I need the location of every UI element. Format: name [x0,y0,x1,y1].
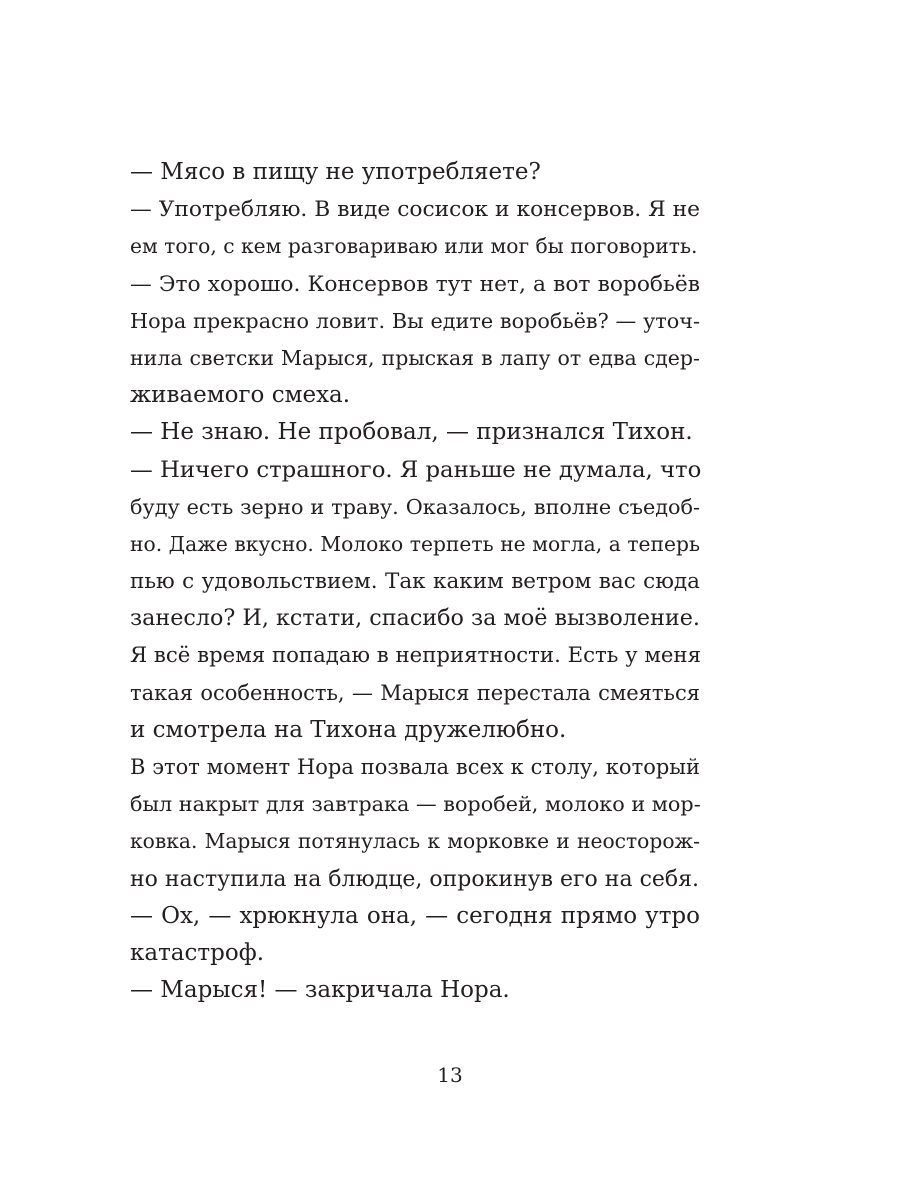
text-line: пью с удовольствием. Так каким ветром вас сюда [130,569,700,595]
text-line: Я всё время попадаю в неприятности. Есть у меня [130,643,702,669]
text-line: — Ничего страшного. Я раньше не думала, что [130,456,702,483]
text-line: — Мясо в пищу не употребляете? [130,159,541,185]
text-line: ковка. Марыся потянулась к морковке и неосторож- [130,829,700,854]
text-line: Нора прекрасно ловит. Вы едите воробьёв? — уточ- [130,308,700,333]
body-text [130,154,700,1009]
text-line: и смотрела на Тихона дружелюбно. [130,716,567,743]
text-line: но наступила на блюдце, опрокинув его на себя. [130,866,700,892]
text-line: — Употребляю. В виде сосисок и консервов. Я не [130,197,700,223]
text-line: ем того, с кем разговариваю или мог бы поговорить. [130,234,698,259]
text-line: — Это хорошо. Консервов тут нет, а вот воробьёв [130,271,700,297]
text-line: катастроф. [130,939,265,966]
text-line: буду есть зерно и траву. Оказалось, вполне съедоб- [130,494,700,519]
text-line: — Ох, — хрюкнула она, — сегодня прямо утро [130,902,700,929]
text-line: нила светски Марыся, прыская в лапу от едва сдер- [130,345,700,370]
text-line: — Не знаю. Не пробовал, — признался Тихон. [130,419,693,446]
text-line: живаемого смеха. [130,382,351,409]
text-line: занесло? И, кстати, спасибо за моё вызволение. [130,605,700,632]
text-line: был накрыт для завтрака — воробей, молоко и мор- [130,792,701,817]
text-line: В этот момент Нора позвала всех к столу, который [130,755,700,779]
text-line: такая особенность, — Марыся перестала смеяться [130,680,700,705]
text-line: но. Даже вкусно. Молоко терпеть не могла, а теперь [130,531,700,556]
text-line: — Марыся! — закричала Нора. [130,977,510,1004]
page-number: 13 [437,1063,463,1087]
